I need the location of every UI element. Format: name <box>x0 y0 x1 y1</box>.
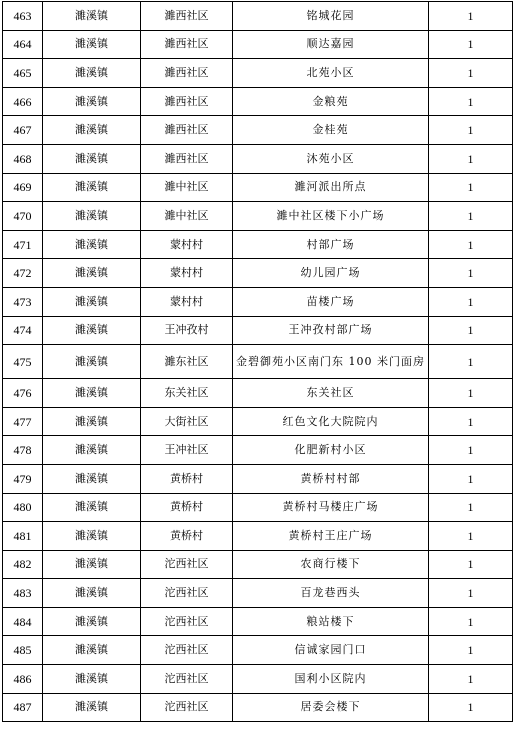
location-cell: 濉中社区楼下小广场 <box>233 202 429 231</box>
count-cell: 1 <box>429 87 513 116</box>
row-number-cell: 466 <box>3 87 43 116</box>
row-number-cell: 473 <box>3 287 43 316</box>
community-cell: 沱西社区 <box>141 693 233 722</box>
location-cell: 金桂苑 <box>233 116 429 145</box>
community-cell: 沱西社区 <box>141 550 233 579</box>
town-cell: 濉溪镇 <box>43 579 141 608</box>
community-cell: 沱西社区 <box>141 579 233 608</box>
location-cell: 沐苑小区 <box>233 144 429 173</box>
table-body <box>3 2 513 722</box>
count-cell: 1 <box>429 636 513 665</box>
row-number-cell: 481 <box>3 522 43 551</box>
community-cell: 沱西社区 <box>141 636 233 665</box>
row-number-cell: 478 <box>3 436 43 465</box>
row-number-cell: 476 <box>3 379 43 408</box>
count-cell: 1 <box>429 59 513 88</box>
table-row <box>3 59 513 88</box>
count-cell: 1 <box>429 464 513 493</box>
community-cell: 沱西社区 <box>141 607 233 636</box>
town-cell: 濉溪镇 <box>43 87 141 116</box>
table-row <box>3 493 513 522</box>
town-cell: 濉溪镇 <box>43 345 141 379</box>
location-cell: 东关社区 <box>233 379 429 408</box>
town-cell: 濉溪镇 <box>43 693 141 722</box>
table-row <box>3 379 513 408</box>
row-number-cell: 464 <box>3 30 43 59</box>
location-cell: 村部广场 <box>233 230 429 259</box>
table-row <box>3 230 513 259</box>
table-row <box>3 2 513 31</box>
table-row <box>3 116 513 145</box>
location-cell: 黄桥村王庄广场 <box>233 522 429 551</box>
table-row <box>3 30 513 59</box>
count-cell: 1 <box>429 436 513 465</box>
community-cell: 蒙村村 <box>141 259 233 288</box>
table-row <box>3 550 513 579</box>
community-cell: 东关社区 <box>141 379 233 408</box>
location-cell: 黄桥村村部 <box>233 464 429 493</box>
count-cell: 1 <box>429 522 513 551</box>
community-cell: 蒙村村 <box>141 230 233 259</box>
row-number-cell: 485 <box>3 636 43 665</box>
location-cell: 金粮苑 <box>233 87 429 116</box>
count-cell: 1 <box>429 144 513 173</box>
town-cell: 濉溪镇 <box>43 259 141 288</box>
row-number-cell: 472 <box>3 259 43 288</box>
town-cell: 濉溪镇 <box>43 202 141 231</box>
count-cell: 1 <box>429 407 513 436</box>
table-row <box>3 522 513 551</box>
community-cell: 濉中社区 <box>141 173 233 202</box>
count-cell: 1 <box>429 116 513 145</box>
table-row <box>3 173 513 202</box>
count-cell: 1 <box>429 493 513 522</box>
community-cell: 濉东社区 <box>141 345 233 379</box>
row-number-cell: 471 <box>3 230 43 259</box>
town-cell: 濉溪镇 <box>43 59 141 88</box>
location-cell: 信诚家园门口 <box>233 636 429 665</box>
community-cell: 大街社区 <box>141 407 233 436</box>
location-cell: 居委会楼下 <box>233 693 429 722</box>
town-cell: 濉溪镇 <box>43 665 141 694</box>
row-number-cell: 483 <box>3 579 43 608</box>
count-cell: 1 <box>429 550 513 579</box>
count-cell: 1 <box>429 202 513 231</box>
community-cell: 濉中社区 <box>141 202 233 231</box>
location-cell: 幼儿园广场 <box>233 259 429 288</box>
community-cell: 濉西社区 <box>141 116 233 145</box>
table-row <box>3 316 513 345</box>
location-cell: 濉河派出所点 <box>233 173 429 202</box>
community-cell: 濉西社区 <box>141 2 233 31</box>
town-cell: 濉溪镇 <box>43 173 141 202</box>
location-cell: 金碧御苑小区南门东 100 米门面房 <box>233 345 429 379</box>
row-number-cell: 469 <box>3 173 43 202</box>
community-cell: 濉西社区 <box>141 144 233 173</box>
row-number-cell: 474 <box>3 316 43 345</box>
community-cell: 王冲孜村 <box>141 316 233 345</box>
town-cell: 濉溪镇 <box>43 2 141 31</box>
count-cell: 1 <box>429 316 513 345</box>
community-cell: 沱西社区 <box>141 665 233 694</box>
row-number-cell: 482 <box>3 550 43 579</box>
row-number-cell: 475 <box>3 345 43 379</box>
town-cell: 濉溪镇 <box>43 636 141 665</box>
town-cell: 濉溪镇 <box>43 493 141 522</box>
town-cell: 濉溪镇 <box>43 144 141 173</box>
town-cell: 濉溪镇 <box>43 407 141 436</box>
community-cell: 黄桥村 <box>141 464 233 493</box>
town-cell: 濉溪镇 <box>43 464 141 493</box>
table-row <box>3 259 513 288</box>
town-cell: 濉溪镇 <box>43 379 141 408</box>
community-cell: 王冲社区 <box>141 436 233 465</box>
row-number-cell: 467 <box>3 116 43 145</box>
count-cell: 1 <box>429 2 513 31</box>
town-cell: 濉溪镇 <box>43 607 141 636</box>
location-cell: 苗楼广场 <box>233 287 429 316</box>
table-row <box>3 436 513 465</box>
table-row <box>3 144 513 173</box>
location-cell: 粮站楼下 <box>233 607 429 636</box>
town-cell: 濉溪镇 <box>43 316 141 345</box>
count-cell: 1 <box>429 287 513 316</box>
table-row <box>3 693 513 722</box>
location-cell: 黄桥村马楼庄广场 <box>233 493 429 522</box>
town-cell: 濉溪镇 <box>43 436 141 465</box>
town-cell: 濉溪镇 <box>43 116 141 145</box>
location-cell: 铭城花园 <box>233 2 429 31</box>
table-row <box>3 202 513 231</box>
row-number-cell: 477 <box>3 407 43 436</box>
location-cell: 红色文化大院院内 <box>233 407 429 436</box>
location-cell: 化肥新村小区 <box>233 436 429 465</box>
row-number-cell: 470 <box>3 202 43 231</box>
count-cell: 1 <box>429 693 513 722</box>
count-cell: 1 <box>429 665 513 694</box>
table-row <box>3 87 513 116</box>
count-cell: 1 <box>429 379 513 408</box>
table-row <box>3 579 513 608</box>
community-cell: 黄桥村 <box>141 493 233 522</box>
count-cell: 1 <box>429 173 513 202</box>
community-cell: 濉西社区 <box>141 87 233 116</box>
table-row <box>3 665 513 694</box>
row-number-cell: 468 <box>3 144 43 173</box>
location-cell: 国利小区院内 <box>233 665 429 694</box>
town-cell: 濉溪镇 <box>43 550 141 579</box>
location-cell: 顺达嘉园 <box>233 30 429 59</box>
count-cell: 1 <box>429 345 513 379</box>
count-cell: 1 <box>429 607 513 636</box>
row-number-cell: 486 <box>3 665 43 694</box>
table-row <box>3 345 513 379</box>
row-number-cell: 463 <box>3 2 43 31</box>
count-cell: 1 <box>429 30 513 59</box>
count-cell: 1 <box>429 259 513 288</box>
count-cell: 1 <box>429 230 513 259</box>
location-table <box>2 1 513 722</box>
town-cell: 濉溪镇 <box>43 230 141 259</box>
community-cell: 濉西社区 <box>141 59 233 88</box>
community-cell: 蒙村村 <box>141 287 233 316</box>
location-cell: 王冲孜村部广场 <box>233 316 429 345</box>
row-number-cell: 479 <box>3 464 43 493</box>
community-cell: 濉西社区 <box>141 30 233 59</box>
table-row <box>3 407 513 436</box>
town-cell: 濉溪镇 <box>43 522 141 551</box>
location-cell: 农商行楼下 <box>233 550 429 579</box>
table-row <box>3 636 513 665</box>
row-number-cell: 480 <box>3 493 43 522</box>
community-cell: 黄桥村 <box>141 522 233 551</box>
table-row <box>3 287 513 316</box>
location-cell: 北苑小区 <box>233 59 429 88</box>
town-cell: 濉溪镇 <box>43 30 141 59</box>
row-number-cell: 465 <box>3 59 43 88</box>
table-row <box>3 464 513 493</box>
row-number-cell: 487 <box>3 693 43 722</box>
town-cell: 濉溪镇 <box>43 287 141 316</box>
table-row <box>3 607 513 636</box>
count-cell: 1 <box>429 579 513 608</box>
location-cell: 百龙巷西头 <box>233 579 429 608</box>
row-number-cell: 484 <box>3 607 43 636</box>
